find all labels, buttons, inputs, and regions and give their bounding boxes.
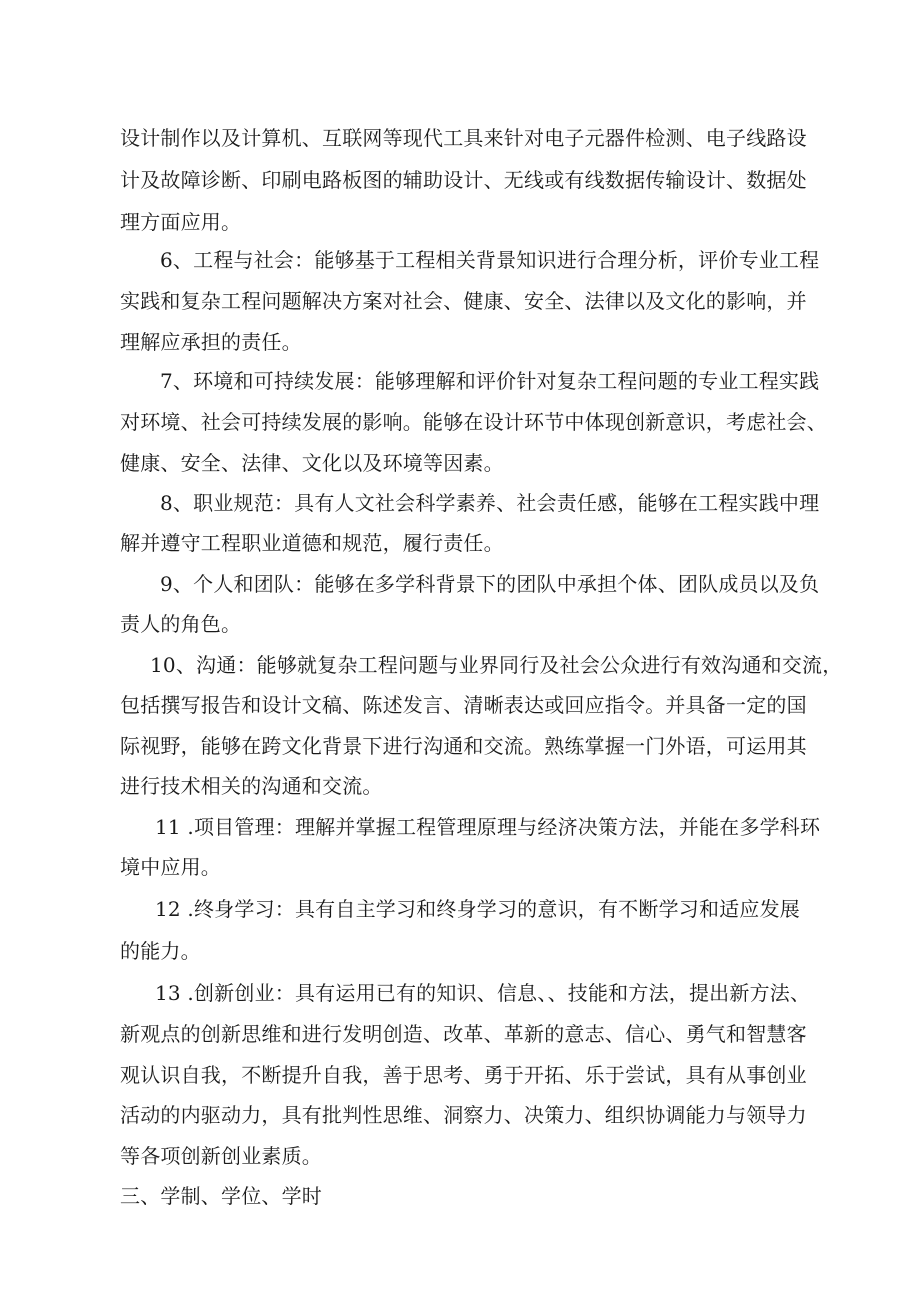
item10-line-2: 包括撰写报告和设计文稿、陈述发言、清晰表达或回应指令。并具备一定的国 [120,693,807,717]
item10-line-3: 际视野，能够在跨文化背景下进行沟通和交流。熟练掌握一门外语，可运用其 [120,734,807,758]
item6-line-1: 6、工程与社会：能够基于工程相关背景知识进行合理分析，评价专业工程 [160,248,820,272]
item7-line-3: 健康、安全、法律、文化以及环境等因素。 [120,451,504,475]
item13-line-4: 活动的内驱动力，具有批判性思维、洞察力、决策力、组织协调能力与领导力 [120,1103,807,1127]
item12-line-1: 12 .终身学习：具有自主学习和终身学习的意识，有不断学习和适应发展 [155,897,800,921]
item12-line-2: 的能力。 [120,939,201,963]
item10-line-1: 10、沟通：能够就复杂工程问题与业界同行及社会公众进行有效沟通和交流， [150,653,843,677]
item11-line-2: 境中应用。 [120,855,221,879]
item6-line-2: 实践和复杂工程问题解决方案对社会、健康、安全、法律以及文化的影响，并 [120,289,807,313]
item8-line-2: 解并遵守工程职业道德和规范，履行责任。 [120,531,504,555]
item13-line-1: 13 .创新创业：具有运用已有的知识、信息、、技能和方法，提出新方法、 [155,981,811,1005]
item7-line-2: 对环境、社会可持续发展的影响。能够在设计环节中体现创新意识，考虑社会、 [120,410,827,434]
intro-line-2: 计及故障诊断、印刷电路板图的辅助设计、无线或有线数据传输设计、数据处 [120,168,807,192]
item10-line-4: 进行技术相关的沟通和交流。 [120,774,383,798]
section-heading: 三、学制、学位、学时 [120,1184,322,1208]
item8-line-1: 8、职业规范：具有人文社会科学素养、社会责任感，能够在工程实践中理 [160,491,820,515]
intro-line-1: 设计制作以及计算机、互联网等现代工具来针对电子元器件检测、电子线路设 [120,126,807,150]
item11-line-1: 11 .项目管理：理解并掌握工程管理原理与经济决策方法，并能在多学科环 [155,815,821,839]
item9-line-1: 9、个人和团队：能够在多学科背景下的团队中承担个体、团队成员以及负 [160,572,820,596]
item13-line-5: 等各项创新创业素质。 [120,1144,322,1168]
item13-line-2: 新观点的创新思维和进行发明创造、改革、革新的意志、信心、勇气和智慧客 [120,1022,807,1046]
item6-line-3: 理解应承担的责任。 [120,330,302,354]
intro-line-3: 理方面应用。 [120,210,242,234]
item13-line-3: 观认识自我，不断提升自我，善于思考、勇于开拓、乐于尝试，具有从事创业 [120,1063,807,1087]
item9-line-2: 责人的角色。 [120,612,242,636]
item7-line-1: 7、环境和可持续发展：能够理解和评价针对复杂工程问题的专业工程实践 [160,369,820,393]
